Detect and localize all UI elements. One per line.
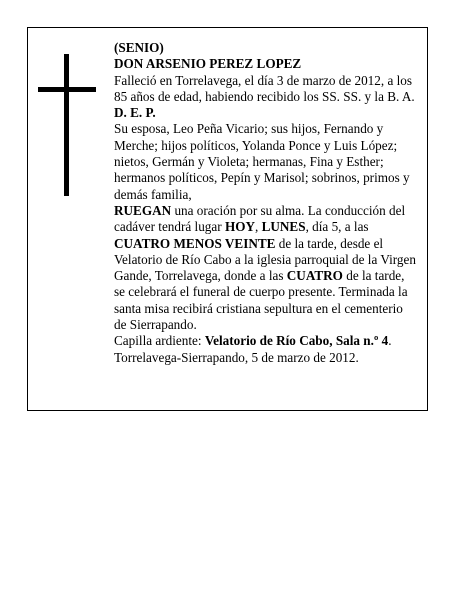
request-hoy: HOY [224,219,255,235]
request-text-5: de la tarde, se celebrará el funeral de cuerpo presente. Terminada la santa misa recibirá cristiana sepultura en el cementerio de Sierrapando. [114,268,408,333]
cross-horizontal-bar [38,87,96,92]
request-funeral-hour: CUATRO [286,268,343,284]
request-text-4: de la tarde, desde el Velatorio de Río Cabo a la iglesia parroquial de la Virgen Gande, Torrelavega, donde a las [114,235,416,284]
request-ruegan: RUEGAN [114,202,172,218]
chapel-label: Capilla ardiente: [114,333,205,349]
request-text-3: , día 5, a las [305,219,369,235]
request-hour: CUATRO MENOS VEINTE [114,235,276,251]
funeral-request [114,203,416,333]
deceased-name: DON ARSENIO PEREZ LOPEZ [114,56,302,72]
dep-heading: D. E. P. [114,105,156,121]
request-lunes: LUNES [261,219,306,235]
deceased-nickname: (SENIO) [114,40,164,55]
chapel-line [114,333,416,349]
obituary-text [114,40,416,366]
chapel-place: Velatorio de Río Cabo, Sala n.º 4 [204,333,389,349]
cross-vertical-bar [64,54,69,196]
death-statement: Falleció en Torrelavega, el día 3 de marzo de 2012, a los 85 años de edad, habiendo recibido los SS. SS. y la B. A. [114,72,415,104]
cross-icon [38,54,98,196]
place-date: Torrelavega-Sierrapando, 5 de marzo de 2012. [114,349,359,365]
request-text-2: , [254,219,262,235]
family-list: Su esposa, Leo Peña Vicario; sus hijos, Fernando y Merche; hijos políticos, Yolanda Ponce y Luis López; nietos, Germán y Violeta; hermanas, Fina y Esther; hermanos políticos, Pepín y Marisol; sobrinos, primos y demás familia, [114,121,410,202]
request-text-1: una oración por su alma. La conducción del cadáver tendrá lugar [114,202,406,235]
chapel-end: . [388,333,392,349]
